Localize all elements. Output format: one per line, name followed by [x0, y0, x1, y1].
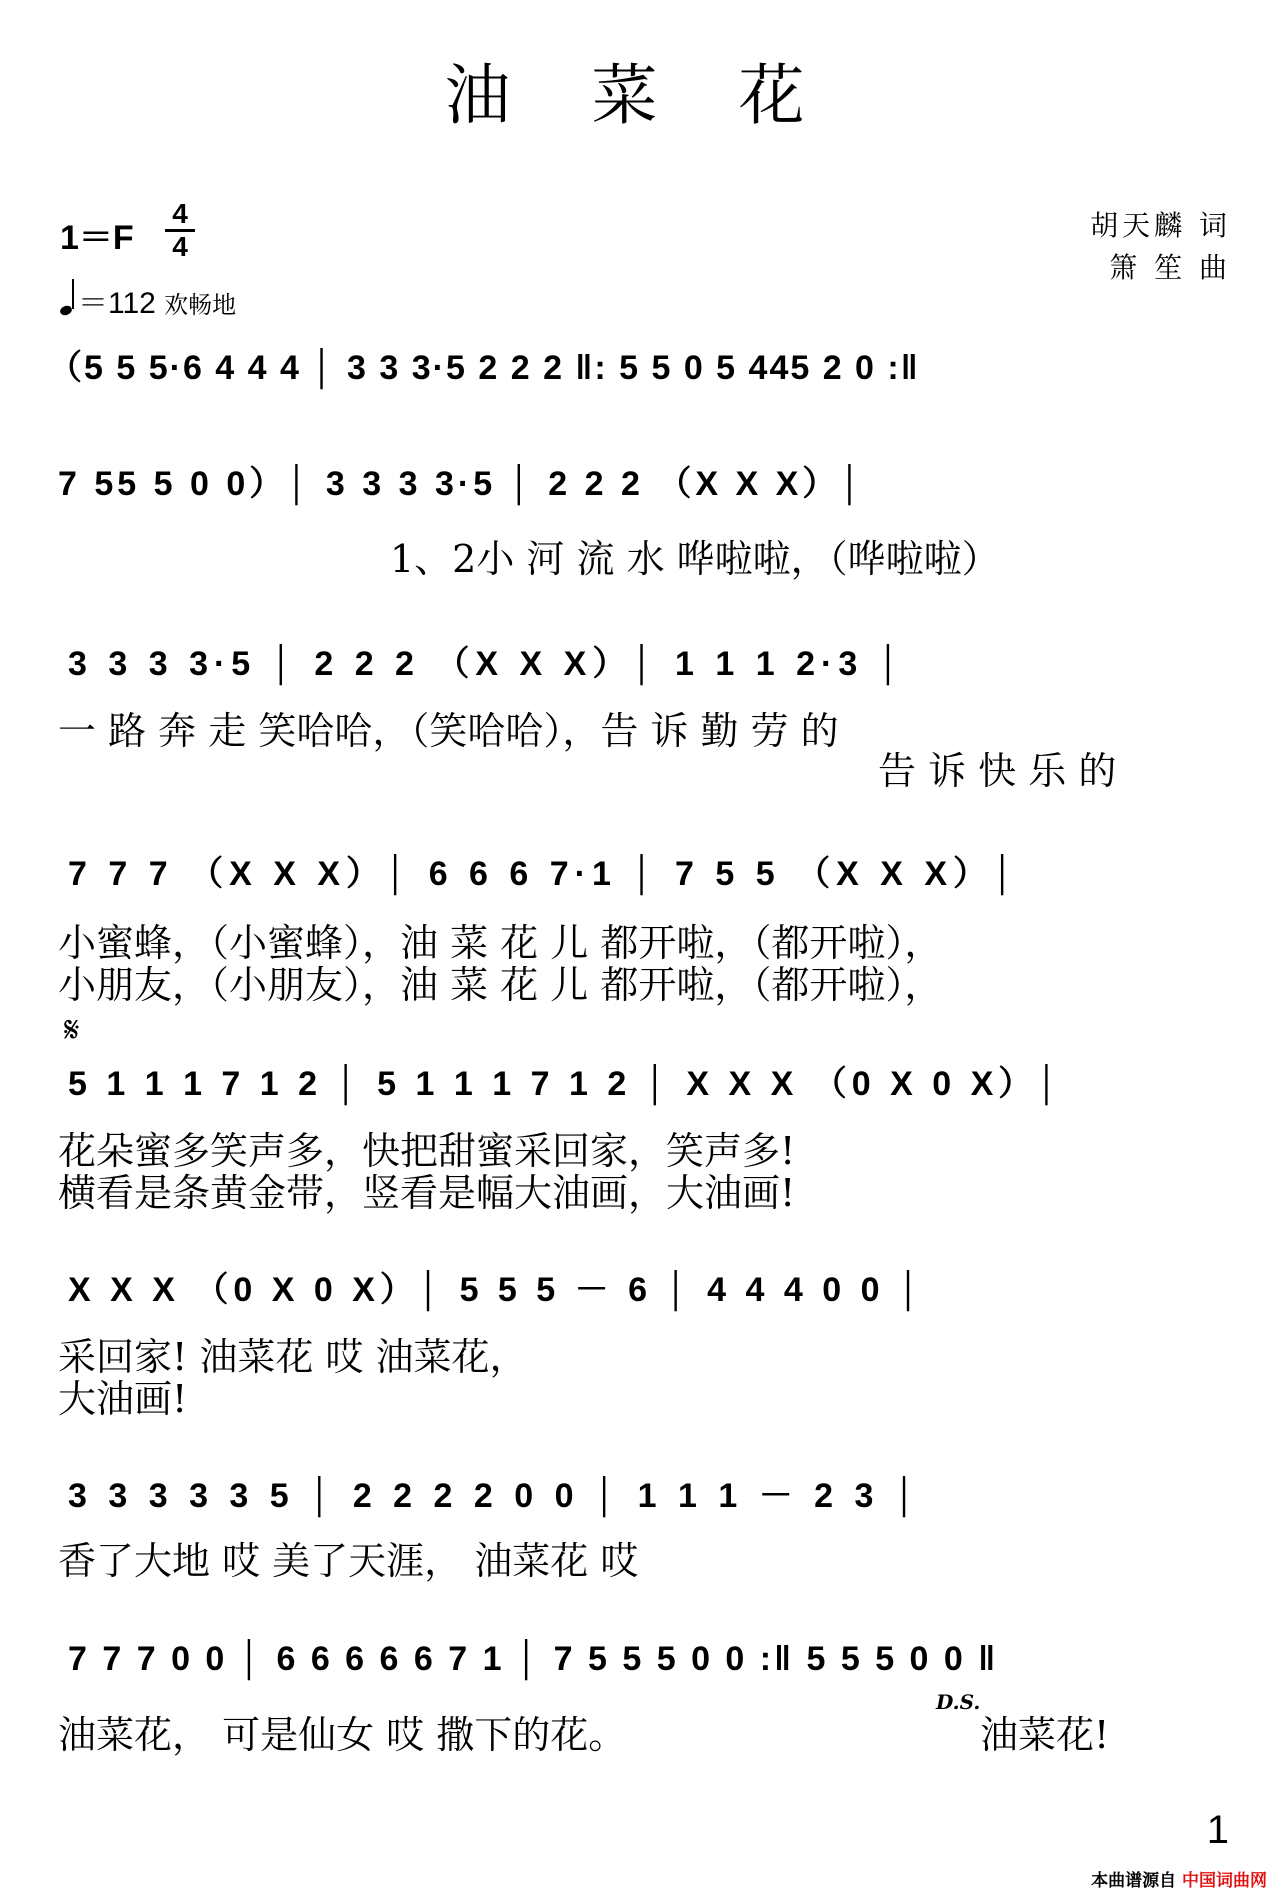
- lyric-line-8-ending: 油菜花!: [980, 1713, 1110, 1757]
- tempo-mood: 欢畅地: [164, 292, 237, 319]
- lyric-line-7-verse-1: 香了大地 哎 美了天涯， 油菜花 哎: [58, 1539, 639, 1583]
- lyric-line-4-verse-2: 小朋友，（小朋友），油 菜 花 儿 都开啦，（都开啦），: [58, 963, 943, 1007]
- page-title: 油 菜 花: [444, 57, 835, 134]
- source-credit: [1091, 1866, 1267, 1891]
- segno-sign: 𝄋: [64, 1010, 80, 1051]
- time-signature: [165, 200, 195, 261]
- lyric-line-6-verse-1: 采回家! 油菜花 哎 油菜花，: [58, 1335, 528, 1379]
- note-stem: [72, 279, 74, 309]
- notation-line-1: （5 5 5·6 4 4 4 │ 3 3 3·5 2 2 2 ‖: 5 5 0 5 445 2 0 :‖: [48, 349, 920, 387]
- lyric-line-3-verse-2: 告 诉 快 乐 的: [878, 749, 1117, 793]
- lyric-line-6-verse-2: 大油画!: [58, 1377, 188, 1421]
- notation-line-7: 3 3 3 3 3 5 │ 2 2 2 2 0 0 │ 1 1 1 － 2 3 │: [68, 1477, 923, 1515]
- notation-line-8: 7 7 7 0 0 │ 6 6 6 6 6 7 1 │ 7 5 5 5 0 0 :‖ 5 5 5 0 0 ‖: [68, 1640, 999, 1678]
- lyric-line-4-verse-1: 小蜜蜂，（小蜜蜂），油 菜 花 儿 都开啦，（都开啦），: [58, 921, 943, 965]
- tempo-bpm: ＝112: [78, 287, 156, 320]
- composer-credit: 箫 笙 曲: [1109, 251, 1231, 284]
- lyricist-credit: 胡天麟 词: [1090, 209, 1231, 242]
- notation-line-5: 5 1 1 1 7 1 2 │ 5 1 1 1 7 1 2 │ X X X （0 X 0 X）│: [68, 1065, 1064, 1103]
- lyric-line-5-verse-2: 横看是条黄金带，竖看是幅大油画，大油画!: [58, 1171, 796, 1215]
- notation-line-2: 7 55 5 0 0）│ 3 3 3 3·5 │ 2 2 2 （X X X）│: [58, 465, 866, 503]
- notation-line-6: X X X （0 X 0 X）│ 5 5 5 － 6 │ 4 4 4 0 0 │: [68, 1271, 926, 1309]
- notation-line-3: 3 3 3 3·5 │ 2 2 2 （X X X）│ 1 1 1 2·3 │: [68, 645, 906, 683]
- lyric-line-5-verse-1: 花朵蜜多笑声多，快把甜蜜采回家，笑声多!: [58, 1129, 796, 1173]
- dal-segno-marking: D.S.: [936, 1690, 981, 1714]
- lyric-line-2-verse-1: 1、2小 河 流 水 哗啦啦，（哗啦啦）: [390, 537, 1000, 581]
- page-number: 1: [1206, 1808, 1229, 1852]
- lyric-line-3-verse-1: 一 路 奔 走 笑哈哈，（笑哈哈），告 诉 勤 劳 的: [58, 709, 839, 753]
- time-numerator: 4: [172, 198, 188, 229]
- time-denominator: 4: [172, 231, 188, 262]
- key-signature: 1＝F: [60, 219, 134, 257]
- tempo-marking: [60, 278, 236, 322]
- source-label: 本曲谱源自: [1091, 1871, 1177, 1891]
- source-site-link[interactable]: 中国词曲网: [1182, 1871, 1267, 1891]
- lyric-line-8-verse-1: 油菜花， 可是仙女 哎 撒下的花。: [58, 1713, 627, 1757]
- notation-line-4: 7 7 7 （X X X）│ 6 6 6 7·1 │ 7 5 5 （X X X）│: [68, 855, 1021, 893]
